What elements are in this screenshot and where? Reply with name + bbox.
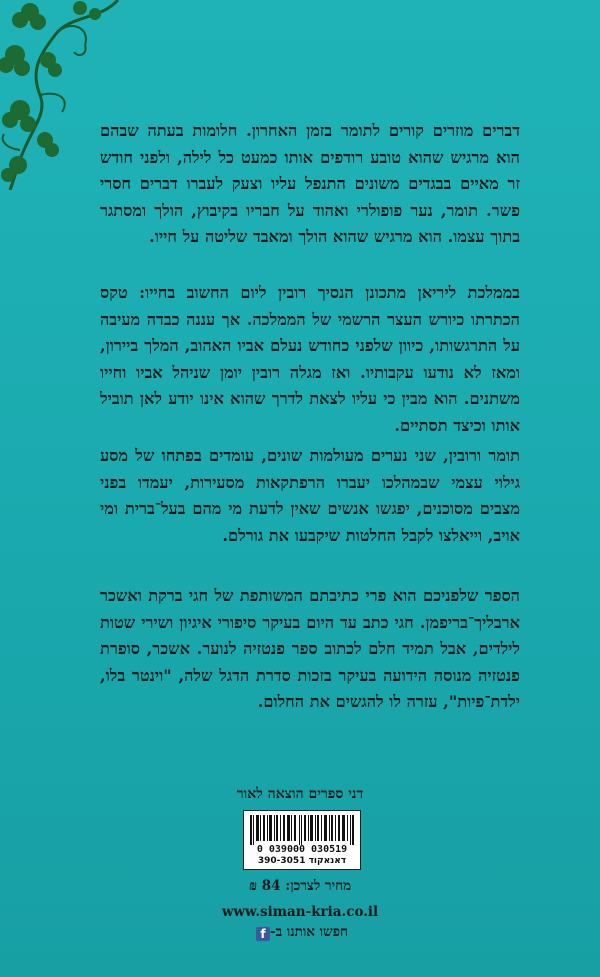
barcode-code: דאנאקוד 390-3051: [257, 856, 347, 866]
facebook-row[interactable]: [0, 924, 600, 941]
website-link[interactable]: www.siman-kria.co.il: [221, 904, 379, 920]
publisher-name: דני ספרים הוצאה לאור: [236, 786, 364, 802]
blurb-paragraph-2: בממלכת ליריאן מתכונן הנסיך רובין ליום החשוב בחייו: טקס הכתרתו כיורש העצר הרשמי של הממלכה. אך עננה כבדה מעיבה על התרגשותו, כיוון שלפני כחודש נעלם אביו האהוב, המלך ביירון, ומאז לא נודעו עקבותיו. ואז מגלה רובין יומן שניהל אביו וחייו משתנים. הוא מבין כי עליו לצאת לדרך שהוא אינו יודע לאן תוביל אותו וכיצד תסתיים.: [100, 283, 520, 435]
blurb-paragraph-3: תומר ורובין, שני נערים מעולמות שונים, עומדים בפתחו של מסע גילוי עצמי שבמהלכו יעברו הרפתקאות מסעירות, יעמדו בפני מצבים מסוכנים, יפגשו אנשים שאין לדעת מי מהם בעל־ברית ומי אויב, וייאלצו לקבל החלטות שיקבעו את גורלם.: [100, 446, 520, 545]
blurb-paragraph-1: דברים מוזרים קורים לתומר בזמן האחרון. חלומות בעתה שבהם הוא מרגיש שהוא טובע רודפים אותו כמעט כל לילה, ולפני חודש זר מאיים בבגדים משונים התנפל עליו וצעק לעברו דברים חסרי פשר. תומר, נער פופולרי ואהוד על חבריו בקיבוץ, הולך ומסתגר בתוך עצמו. הוא מרגיש שהוא הולך ומאבד שליטה על חייו.: [100, 121, 520, 246]
facebook-text: חפשו אותנו ב-: [269, 924, 349, 940]
price-label: מחיר לצרכן: 84 ₪: [248, 878, 352, 894]
barcode: [243, 810, 361, 870]
barcode-number: 0 039000 030519: [256, 844, 348, 855]
barcode-bars: [250, 815, 354, 845]
facebook-icon[interactable]: f: [256, 927, 270, 941]
authors-paragraph: הספר שלפניכם הוא פרי כתיבתם המשותפת של חגי ברקת ואשכר ארבליך־בריפמן. חגי כתב עד היום בעיקר סיפורי איגיון ושירי שטות לילדים, אבל תמיד חלם לכתוב ספר פנטזיה לנוער. אשכר, סופרת פנטזיה מנוסה הידועה בעיקר בזכות סדרת הדגל שלה, "וינטר בלו, ילדת־פיות", עזרה לו להגשים את החלום.: [100, 586, 520, 711]
